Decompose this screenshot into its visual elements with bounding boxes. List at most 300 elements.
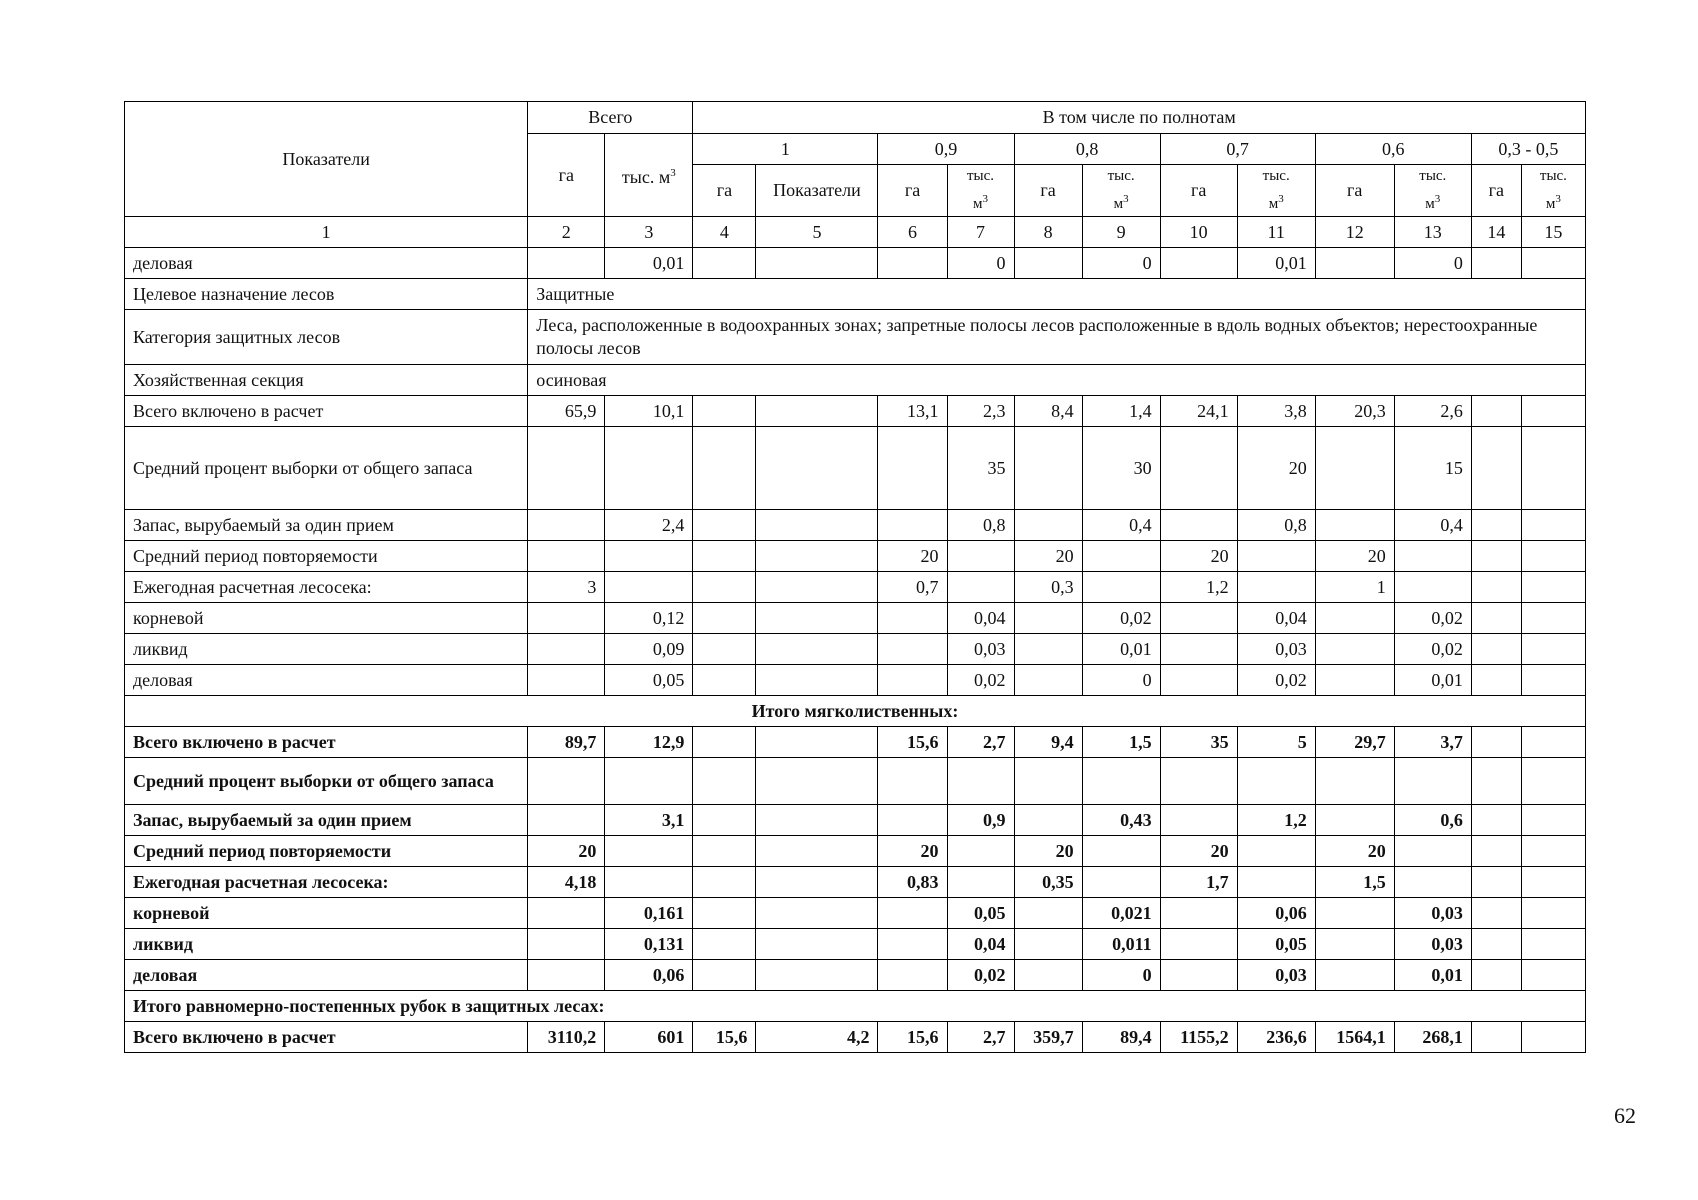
table-cell [1471, 1022, 1521, 1053]
table-cell [878, 665, 947, 696]
table-cell: 0,01 [1082, 634, 1160, 665]
table-cell [947, 541, 1014, 572]
table-cell [693, 541, 756, 572]
column-number: 13 [1394, 217, 1471, 248]
table-cell: 35 [1160, 727, 1237, 758]
table-cell: 2,7 [947, 1022, 1014, 1053]
table-cell [1521, 248, 1585, 279]
col5-label: Показатели [756, 165, 878, 217]
table-cell [1082, 836, 1160, 867]
table-cell [1014, 510, 1082, 541]
category-value: Леса, расположенные в водоохранных зонах; запретные полосы лесов расположенные в вдоль водных объектов; нерестоохранные полосы лесов [528, 310, 1586, 365]
table-cell [693, 572, 756, 603]
table-cell [1160, 427, 1237, 510]
row-label: Всего включено в расчет [125, 396, 528, 427]
table-cell: 20 [1315, 836, 1394, 867]
table-cell [1394, 758, 1471, 805]
table-row [125, 427, 1586, 510]
density-0-9: 0,9 [878, 134, 1014, 165]
table-cell: 0,011 [1082, 929, 1160, 960]
table-cell [1394, 541, 1471, 572]
table-row [125, 960, 1586, 991]
table-cell: 3 [528, 572, 605, 603]
table-cell [693, 603, 756, 634]
table-cell [1160, 960, 1237, 991]
table-cell: 0,161 [605, 898, 693, 929]
table-cell: 15,6 [878, 727, 947, 758]
column-number: 1 [125, 217, 528, 248]
table-cell: 1,2 [1237, 805, 1315, 836]
table-cell [1160, 510, 1237, 541]
table-row [125, 1022, 1586, 1053]
table-cell [1014, 665, 1082, 696]
table-cell [878, 758, 947, 805]
table-cell [756, 510, 878, 541]
table-cell [693, 665, 756, 696]
table-cell [693, 960, 756, 991]
table-cell [756, 572, 878, 603]
table-cell: 0,35 [1014, 867, 1082, 898]
table-cell [1521, 634, 1585, 665]
table-cell: 0,6 [1394, 805, 1471, 836]
table-cell: 35 [947, 427, 1014, 510]
table-cell [693, 867, 756, 898]
table-cell [693, 758, 756, 805]
table-cell [1471, 836, 1521, 867]
table-cell [1471, 758, 1521, 805]
row-label: деловая [125, 248, 528, 279]
table-cell [878, 603, 947, 634]
table-cell: 0,12 [605, 603, 693, 634]
table-cell [756, 541, 878, 572]
table-cell [1471, 427, 1521, 510]
table-cell [693, 248, 756, 279]
table-cell: 1564,1 [1315, 1022, 1394, 1053]
table-cell [605, 572, 693, 603]
row-label: корневой [125, 603, 528, 634]
table-cell [1521, 603, 1585, 634]
table-cell: 0,3 [1014, 572, 1082, 603]
table-cell: 89,4 [1082, 1022, 1160, 1053]
table-row [125, 541, 1586, 572]
table-cell: 0,8 [1237, 510, 1315, 541]
table-cell [756, 603, 878, 634]
column-number: 4 [693, 217, 756, 248]
table-cell [693, 727, 756, 758]
table-cell [528, 427, 605, 510]
table-cell: 89,7 [528, 727, 605, 758]
row-label: Средний процент выборки от общего запаса [125, 427, 528, 510]
table-cell: 0,02 [947, 665, 1014, 696]
table-cell [1394, 836, 1471, 867]
column-number: 5 [756, 217, 878, 248]
table-cell [1471, 396, 1521, 427]
table-cell [528, 665, 605, 696]
table-cell [756, 929, 878, 960]
table-row [125, 758, 1586, 805]
table-cell [693, 836, 756, 867]
forest-calculation-table [124, 101, 1586, 1053]
table-cell [1160, 248, 1237, 279]
table-cell: 0,04 [1237, 603, 1315, 634]
table-cell [1521, 665, 1585, 696]
table-cell: 20 [1160, 836, 1237, 867]
table-cell: 3,1 [605, 805, 693, 836]
table-cell [528, 758, 605, 805]
table-cell [1160, 929, 1237, 960]
table-cell [1471, 248, 1521, 279]
table-cell: 13,1 [878, 396, 947, 427]
table-cell [947, 758, 1014, 805]
table-cell [1521, 427, 1585, 510]
table-cell [1237, 541, 1315, 572]
table-cell: 236,6 [1237, 1022, 1315, 1053]
table-cell [1014, 929, 1082, 960]
table-cell: 0,03 [947, 634, 1014, 665]
table-cell [1160, 634, 1237, 665]
table-cell: 24,1 [1160, 396, 1237, 427]
table-cell: 1,5 [1315, 867, 1394, 898]
table-cell [1471, 541, 1521, 572]
row-label: Ежегодная расчетная лесосека: [125, 867, 528, 898]
table-cell [1014, 427, 1082, 510]
table-cell [1471, 665, 1521, 696]
header-indicator: Показатели [125, 102, 528, 217]
table-cell: 20 [1315, 541, 1394, 572]
table-cell: 0,05 [605, 665, 693, 696]
table-cell: 2,6 [1394, 396, 1471, 427]
table-cell: 0,06 [1237, 898, 1315, 929]
purpose-label: Целевое назначение лесов [125, 279, 528, 310]
column-number: 15 [1521, 217, 1585, 248]
table-cell: 20 [1237, 427, 1315, 510]
table-cell [1471, 634, 1521, 665]
table-cell [1082, 758, 1160, 805]
table-cell: 0,06 [605, 960, 693, 991]
table-cell [756, 960, 878, 991]
table-cell [1160, 665, 1237, 696]
table-cell [605, 427, 693, 510]
table-cell: 0,01 [1237, 248, 1315, 279]
table-cell: 29,7 [1315, 727, 1394, 758]
unit-thousand-m3: тыс. $м^3$ [1521, 165, 1585, 217]
density-1: 1 [693, 134, 878, 165]
table-cell: 0,03 [1237, 634, 1315, 665]
table-cell [756, 396, 878, 427]
table-cell [756, 665, 878, 696]
table-cell [1315, 603, 1394, 634]
table-cell [528, 248, 605, 279]
table-cell [756, 248, 878, 279]
table-cell [693, 427, 756, 510]
table-cell [756, 898, 878, 929]
table-cell [528, 898, 605, 929]
table-cell: 8,4 [1014, 396, 1082, 427]
table-cell [1014, 805, 1082, 836]
table-cell [878, 634, 947, 665]
category-label: Категория защитных лесов [125, 310, 528, 365]
table-cell: 3,7 [1394, 727, 1471, 758]
table-cell: 0,09 [605, 634, 693, 665]
table-cell [1237, 867, 1315, 898]
column-number: 3 [605, 217, 693, 248]
row-label: Средний процент выборки от общего запаса [125, 758, 528, 805]
table-cell [1014, 898, 1082, 929]
table-cell: 0,03 [1394, 929, 1471, 960]
table-cell: 0,02 [1394, 603, 1471, 634]
table-cell: 1,4 [1082, 396, 1160, 427]
table-cell [1471, 572, 1521, 603]
table-cell: 1,7 [1160, 867, 1237, 898]
table-cell: 0,02 [1082, 603, 1160, 634]
table-cell: 0 [1082, 248, 1160, 279]
table-cell: 2,4 [605, 510, 693, 541]
table-cell [605, 867, 693, 898]
unit-ha: га [1315, 165, 1394, 217]
table-cell [1315, 248, 1394, 279]
table-cell [1082, 572, 1160, 603]
table-cell [1315, 758, 1394, 805]
table-cell [756, 758, 878, 805]
table-cell [693, 634, 756, 665]
header-total-volume: тыс. $м^3$ [605, 134, 693, 217]
table-row [125, 727, 1586, 758]
table-cell [1160, 898, 1237, 929]
table-cell: 1,2 [1160, 572, 1237, 603]
economic-section-value: осиновая [528, 365, 1586, 396]
row-label: Средний период повторяемости [125, 836, 528, 867]
table-cell [1521, 758, 1585, 805]
table-row [125, 898, 1586, 929]
table-cell [693, 510, 756, 541]
row-label: ликвид [125, 929, 528, 960]
row-label: деловая [125, 960, 528, 991]
table-cell [756, 836, 878, 867]
table-cell [605, 836, 693, 867]
column-number: 9 [1082, 217, 1160, 248]
table-cell: 0,05 [1237, 929, 1315, 960]
header-including-by-density: В том числе по полнотам [693, 102, 1586, 134]
table-cell: 0,01 [1394, 665, 1471, 696]
table-cell: 1155,2 [1160, 1022, 1237, 1053]
unit-ha: га [1014, 165, 1082, 217]
table-cell: 15,6 [878, 1022, 947, 1053]
unit-ha: га [1471, 165, 1521, 217]
row-label: Запас, вырубаемый за один прием [125, 805, 528, 836]
table-cell: 3,8 [1237, 396, 1315, 427]
table-cell: 20,3 [1315, 396, 1394, 427]
table-cell [693, 805, 756, 836]
table-cell [605, 758, 693, 805]
table-cell [1014, 603, 1082, 634]
table-cell: 3110,2 [528, 1022, 605, 1053]
table-cell: 4,2 [756, 1022, 878, 1053]
table-cell: 2,7 [947, 727, 1014, 758]
table-cell [756, 805, 878, 836]
table-cell: 15,6 [693, 1022, 756, 1053]
table-cell: 0,02 [1394, 634, 1471, 665]
table-cell: 601 [605, 1022, 693, 1053]
density-0-3-0-5: 0,3 - 0,5 [1471, 134, 1585, 165]
table-cell [878, 929, 947, 960]
density-0-8: 0,8 [1014, 134, 1160, 165]
table-cell: 0,7 [878, 572, 947, 603]
table-cell: 268,1 [1394, 1022, 1471, 1053]
table-cell [1521, 572, 1585, 603]
unit-thousand-m3: тыс. $м^3$ [1237, 165, 1315, 217]
table-cell [1521, 929, 1585, 960]
economic-section-label: Хозяйственная секция [125, 365, 528, 396]
table-cell [693, 898, 756, 929]
row-label: Запас, вырубаемый за один прием [125, 510, 528, 541]
unit-ha: га [1160, 165, 1237, 217]
table-cell [528, 541, 605, 572]
table-cell: 359,7 [1014, 1022, 1082, 1053]
purpose-value: Защитные [528, 279, 1586, 310]
table-cell: 0,8 [947, 510, 1014, 541]
density-0-7: 0,7 [1160, 134, 1315, 165]
table-cell [878, 427, 947, 510]
table-cell [1237, 572, 1315, 603]
header-total: Всего [528, 102, 693, 134]
density-0-6: 0,6 [1315, 134, 1471, 165]
table-cell [756, 634, 878, 665]
table-cell [528, 510, 605, 541]
table-cell [1521, 510, 1585, 541]
table-cell: 0,04 [947, 929, 1014, 960]
table-cell [1237, 836, 1315, 867]
column-number: 2 [528, 217, 605, 248]
table-cell [1471, 929, 1521, 960]
table-cell [1471, 898, 1521, 929]
table-cell [1315, 634, 1394, 665]
table-cell [1521, 541, 1585, 572]
table-cell: 0 [1082, 960, 1160, 991]
table-cell [1014, 248, 1082, 279]
row-label: Средний период повторяемости [125, 541, 528, 572]
table-cell [756, 727, 878, 758]
table-cell [1521, 1022, 1585, 1053]
table-cell [1014, 960, 1082, 991]
table-cell [756, 867, 878, 898]
table-cell [1471, 603, 1521, 634]
table-cell [878, 248, 947, 279]
table-cell [947, 867, 1014, 898]
table-cell [1315, 427, 1394, 510]
table-cell: 20 [528, 836, 605, 867]
table-cell [528, 603, 605, 634]
table-cell: 0,05 [947, 898, 1014, 929]
table-row [125, 867, 1586, 898]
table-cell [528, 960, 605, 991]
row-label: корневой [125, 898, 528, 929]
table-cell [1471, 805, 1521, 836]
table-cell [528, 805, 605, 836]
table-cell [1082, 867, 1160, 898]
table-row [125, 603, 1586, 634]
table-cell [878, 805, 947, 836]
row-label: Всего включено в расчет [125, 1022, 528, 1053]
table-cell: 0,03 [1394, 898, 1471, 929]
table-cell: 0,03 [1237, 960, 1315, 991]
table-cell [1471, 510, 1521, 541]
uniform-total-title: Итого равномерно-постепенных рубок в защитных лесах: [125, 991, 1586, 1022]
unit-thousand-m3: тыс. $м^3$ [1082, 165, 1160, 217]
table-cell [1521, 867, 1585, 898]
page-number: 62 [1614, 1103, 1636, 1128]
column-number: 10 [1160, 217, 1237, 248]
table-cell: 4,18 [528, 867, 605, 898]
table-cell: 0,04 [947, 603, 1014, 634]
table-cell: 0 [947, 248, 1014, 279]
unit-ha: га [693, 165, 756, 217]
row-label: ликвид [125, 634, 528, 665]
table-cell: 0,02 [947, 960, 1014, 991]
table-cell [1160, 805, 1237, 836]
table-cell: 0,9 [947, 805, 1014, 836]
table-row [125, 396, 1586, 427]
table-cell: 10,1 [605, 396, 693, 427]
table-cell: 2,3 [947, 396, 1014, 427]
table-cell [1315, 929, 1394, 960]
table-cell: 12,9 [605, 727, 693, 758]
table-cell [947, 836, 1014, 867]
table-cell: 0,01 [605, 248, 693, 279]
table-cell: 0 [1082, 665, 1160, 696]
table-cell [878, 898, 947, 929]
table-cell: 20 [1160, 541, 1237, 572]
table-cell [756, 427, 878, 510]
table-cell [1315, 960, 1394, 991]
column-number: 6 [878, 217, 947, 248]
table-cell [693, 396, 756, 427]
table-cell: 20 [878, 836, 947, 867]
table-cell [1315, 805, 1394, 836]
table-cell [1160, 603, 1237, 634]
column-number: 14 [1471, 217, 1521, 248]
table-cell: 0,4 [1394, 510, 1471, 541]
table-cell [1521, 960, 1585, 991]
table-cell: 1,5 [1082, 727, 1160, 758]
table-cell [1394, 572, 1471, 603]
column-number: 11 [1237, 217, 1315, 248]
column-number: 12 [1315, 217, 1394, 248]
table-row [125, 248, 1586, 279]
table-row [125, 634, 1586, 665]
table-cell: 0 [1394, 248, 1471, 279]
table-row [125, 836, 1586, 867]
table-cell: 20 [878, 541, 947, 572]
table-row [125, 510, 1586, 541]
table-cell: 9,4 [1014, 727, 1082, 758]
table-cell [878, 960, 947, 991]
table-cell [1014, 758, 1082, 805]
table-cell [1394, 867, 1471, 898]
table-cell [1315, 510, 1394, 541]
table-cell: 0,4 [1082, 510, 1160, 541]
table-row [125, 665, 1586, 696]
unit-ha: га [878, 165, 947, 217]
table-cell [1082, 541, 1160, 572]
table-cell [878, 510, 947, 541]
table-cell [693, 929, 756, 960]
softwood-total-title: Итого мягколиственных: [125, 696, 1586, 727]
table-cell [947, 572, 1014, 603]
row-label: деловая [125, 665, 528, 696]
table-cell [1014, 634, 1082, 665]
table-row [125, 805, 1586, 836]
table-cell: 5 [1237, 727, 1315, 758]
